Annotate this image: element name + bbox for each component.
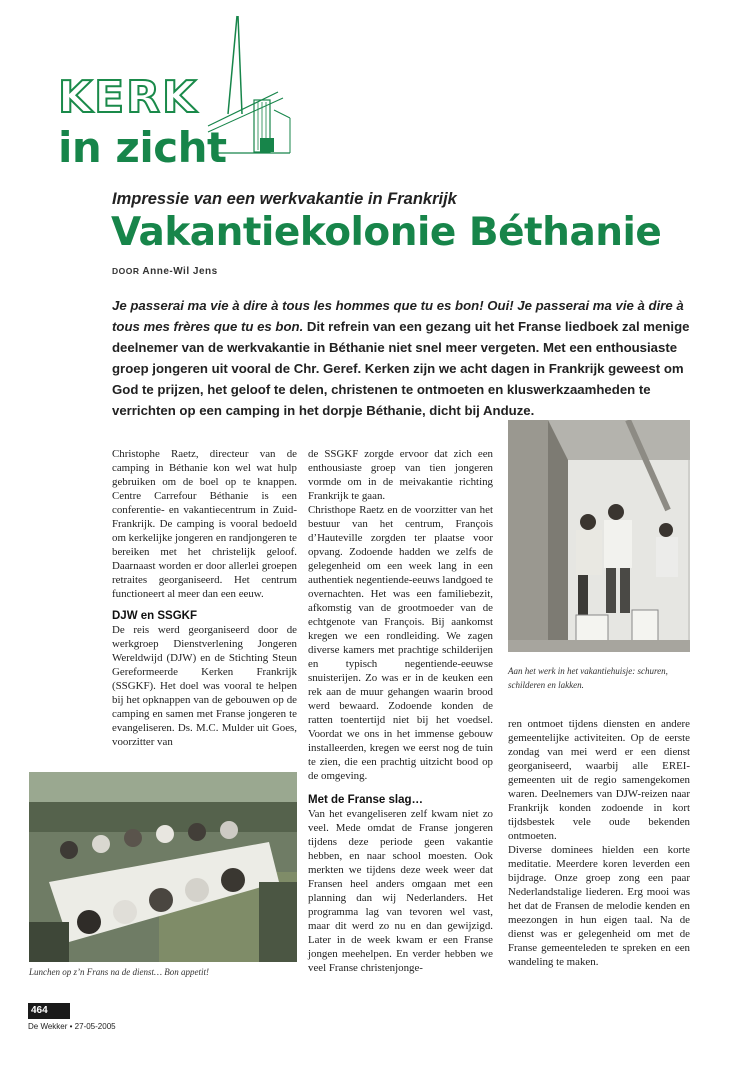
lunch-photo (29, 772, 297, 962)
column-1 (112, 447, 297, 749)
intro-body: Dit refrein van een gezang uit het Franse liedboek zal menige deelnemer van de werkvakantie in Béthanie niet snel meer vergeten. Met een enthousiaste groep jongeren uit vooral de Chr. Geref. Kerken zijn we acht dagen in Frankrijk geweest om God te prijzen, het geloof te delen, christenen te ontmoeten en kluswerkzaamheden te verrichten op een camping in het dorpje Béthanie, dicht bij Anduze. (112, 319, 690, 418)
work-photo-image (508, 420, 690, 652)
article-intro (112, 295, 692, 421)
paragraph: ren ontmoet tijdens diensten en andere gemeentelijke activiteiten. Op de eerste zondag van mei werd er een dienst georganiseerd, waarbij alle EREI-gemeenten uit de regio samengekomen waren. Deelnemers van DJW-reizen naar Frankrijk konden zodoende in kort tijdsbestek vele oude bekenden ontmoeten. (508, 718, 690, 842)
work-photo (508, 420, 690, 652)
column-2 (308, 447, 493, 975)
paragraph: Christophe Raetz, directeur van de camping in Béthanie kon wel wat hulp gebruiken om de boel op te knappen. Centre Carrefour Béthanie is een conferentie- en vakantiecentrum in Zuid-Frankrijk. De camping is vooral bedoeld om kerkelijke jongeren en randjongeren te bereiken met het christelijk geloof. Daarnaast worden er door allerlei groepen retraites georganiseerd. Het centrum functioneert al meer dan een eeuw. (112, 448, 297, 600)
section-heading: DJW en SSGKF (112, 610, 197, 622)
paragraph: Diverse dominees hielden een korte meditatie. Meerdere koren leverden een bijdrage. Onze groep zong een paar Nederlandstalige liederen. Erg mooi was het dat de Fransen de melodie kenden en meezongen in hun eigen taal. Na de dienst was er gelegenheid om met de Franse gemeenteleden te spreken en een wandeling te maken. (508, 844, 690, 968)
logo-kerk-text: KERK (58, 72, 199, 123)
photo-caption-left: Lunchen op z’n Frans na de dienst… Bon appetit! (29, 967, 209, 977)
paragraph: De reis werd georganiseerd door de werkgroep Dienstverlening Jongeren Wereldwijd (DJW) en de Stichting Steun Gereformeerde Kerken Frankrijk (SSGKF). Het doel was vooral te helpen bij het opknappen van de gebouwen op de camping en samen met Franse jongeren te evangeliseren. Ds. M.C. Mulder uit Goes, voorzitter van (112, 624, 297, 748)
logo-inzicht-text: in zicht (58, 123, 227, 172)
column-3 (508, 717, 690, 969)
page-number: 464 (28, 1003, 70, 1019)
publication-footer: De Wekker • 27-05-2005 (28, 1022, 116, 1031)
article-byline (112, 266, 218, 277)
byline-author: Anne-Wil Jens (142, 266, 218, 277)
intro-quote: Je passerai ma vie à dire à tous les hommes que tu es bon! Oui! Je passerai ma vie à dire à tous mes frères que tu es bon. (112, 298, 684, 334)
paragraph: Christhope Raetz en de voorzitter van het bestuur van het centrum, François d’Hauteville zorgden ter plaatse voor opvang. Zodoende hadden we zelfs de gelegenheid om een week lang in een authentiek negentiende-eeuws landgoed te overnachten. Het was een familiebezit, afkomstig van de grootmoeder van de echtgenote van François. Bij aankomst kregen we een rondleiding. We zagen diverse kamers met prachtige schilderijen en typisch negentiende-eeuwse snuisterijen. Zo was er in de keuken een rek aan de muur gehangen waarin brood werd bewaard. Zodoende konden de ratten toentertijd niet bij het voedsel. Voordat we ons in het immense gebouw installeerden, kregen we eerst nog de tuin te zien, die een prachtig uitzicht bood op de omgeving. (308, 504, 493, 782)
paragraph: de SSGKF zorgde ervoor dat zich een enthousiaste groep van tien jongeren vormde om in de meivakantie richting Frankrijk te gaan. (308, 448, 493, 502)
kerk-in-zicht-logo (28, 14, 298, 172)
lunch-photo-image (29, 772, 297, 962)
article-kicker: Impressie van een werkvakantie in Frankrijk (112, 190, 457, 208)
article-title: Vakantiekolonie Béthanie (111, 210, 662, 255)
section-heading: Met de Franse slag… (308, 794, 424, 806)
paragraph: Van het evangeliseren zelf kwam niet zo veel. Mede omdat de Franse jongeren tijdens deze periode geen vakantie hebben, en naar school moesten. Ook merkten we tijdens deze week weer dat Fransen heel anders omgaan met een planning dan wij Nederlanders. Het programma lag van tevoren wel vast, maar dit werd zo nu en dan gewijzigd. Later in de week kwam er een Franse jongen meehelpen. En verder hebben we veel Franse christenjonge- (308, 808, 493, 974)
byline-prefix: DOOR (112, 266, 140, 276)
photo-caption-right: Aan het werk in het vakantiehuisje: schuren, schilderen en lakken. (508, 666, 668, 690)
